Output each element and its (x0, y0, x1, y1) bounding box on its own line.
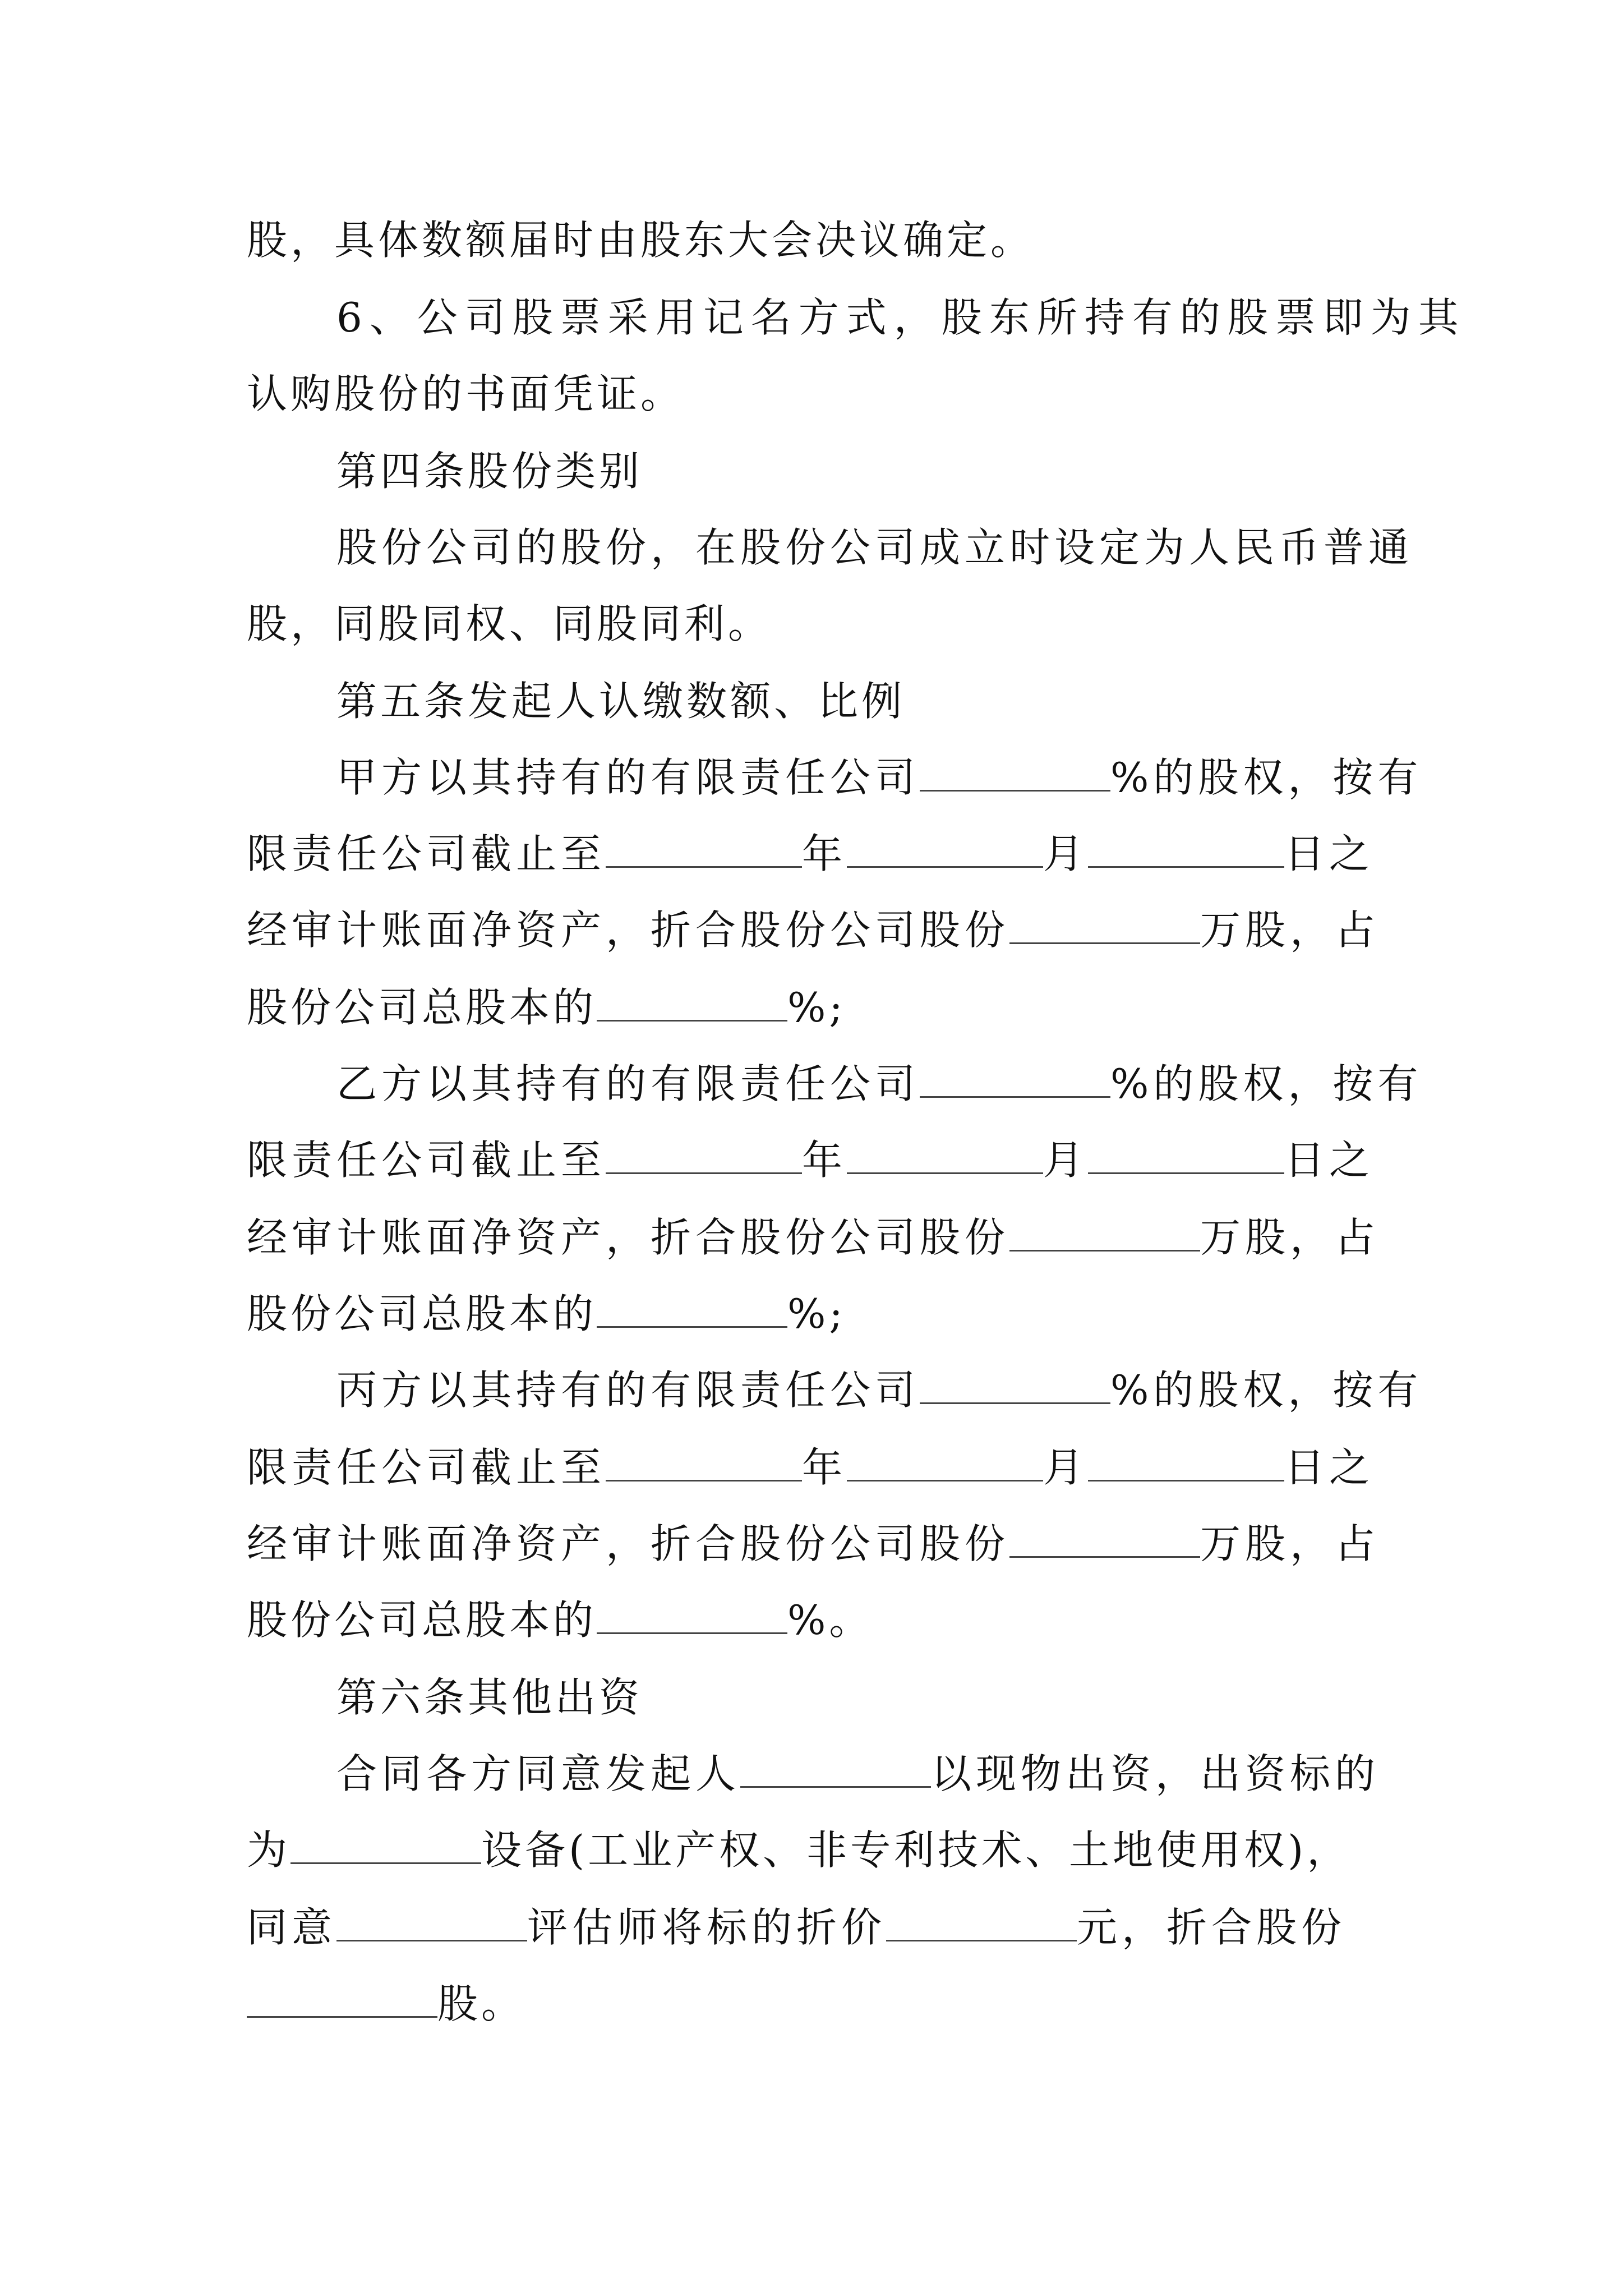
text-line (247, 1899, 1380, 1955)
text-line (247, 902, 1380, 958)
text-segment: 经审计账面净资产，折合股份公司股份 (247, 1214, 1010, 1261)
fill-blank-percent[interactable] (920, 1368, 1110, 1404)
text-segment: %的股权，按有 (1110, 1366, 1423, 1414)
fill-blank-asset[interactable] (291, 1828, 481, 1864)
fill-blank-percent[interactable] (597, 1291, 787, 1328)
text-segment: %的股权，按有 (1110, 754, 1423, 801)
text-segment: 股份公司总股本的 (247, 1596, 597, 1644)
text-segment: 股，同股同权、同股同利。 (247, 600, 772, 647)
text-line (247, 979, 920, 1036)
text-segment: %。 (787, 1596, 873, 1644)
text-segment: 股份公司总股本的 (247, 984, 597, 1031)
text-segment: 丙方以其持有的有限责任公司 (336, 1366, 920, 1414)
text-segment: 日之 (1284, 1137, 1375, 1184)
fill-blank-shares[interactable] (247, 1981, 437, 2018)
fill-blank-month[interactable] (847, 831, 1043, 868)
text-segment: %; (787, 1290, 846, 1337)
text-line (247, 1592, 920, 1648)
text-segment: 万股，占 (1200, 907, 1380, 954)
text-line (247, 212, 1035, 268)
text-segment: 合同各方同意发起人 (336, 1750, 741, 1797)
text-segment: 以现物出资，出资标的 (931, 1750, 1380, 1797)
fill-blank-amount[interactable] (886, 1905, 1077, 1941)
text-segment: 限责任公司截止至 (247, 1444, 606, 1491)
text-segment: 日之 (1284, 1444, 1375, 1491)
text-line (336, 519, 1414, 576)
text-line (247, 826, 1380, 882)
section-heading (336, 443, 841, 499)
text-line (336, 1746, 1380, 1802)
text-segment: %的股权，按有 (1110, 1060, 1423, 1107)
text-segment: 万股，占 (1200, 1214, 1380, 1261)
text-segment: 同意 (247, 1904, 337, 1951)
text-line (247, 596, 864, 652)
fill-blank-shares[interactable] (1009, 1215, 1200, 1251)
fill-blank-day[interactable] (1088, 1138, 1284, 1174)
fill-blank-shares[interactable] (1009, 908, 1200, 944)
text-segment: 元，折合股份 (1077, 1904, 1347, 1951)
text-line (247, 1976, 751, 2032)
fill-blank-percent[interactable] (597, 1598, 787, 1634)
text-segment: 乙方以其持有的有限责任公司 (336, 1060, 920, 1107)
text-segment: 年 (802, 1444, 847, 1491)
text-segment: 甲方以其持有的有限责任公司 (336, 754, 920, 801)
text-line (247, 1209, 1380, 1266)
fill-blank-percent[interactable] (920, 755, 1110, 792)
fill-blank-year[interactable] (606, 831, 802, 868)
text-segment: 限责任公司截止至 (247, 1137, 606, 1184)
text-segment: 万股，占 (1200, 1520, 1380, 1567)
text-segment: 6、公司股票采用记名方式，股东所持有的股票即为其 (336, 294, 1466, 341)
text-segment: 股份公司的股份，在股份公司成立时设定为人民币普通 (336, 524, 1414, 571)
text-segment: 股。 (437, 1980, 525, 2027)
fill-blank-day[interactable] (1088, 831, 1284, 868)
text-segment: 评估师将标的折价 (527, 1904, 887, 1951)
text-line (336, 749, 1423, 806)
text-line (247, 1822, 1380, 1878)
text-segment: 经审计账面净资产，折合股份公司股份 (247, 1520, 1010, 1567)
text-line (247, 1516, 1380, 1572)
text-segment: 股份公司总股本的 (247, 1290, 597, 1337)
text-segment: 年 (802, 830, 847, 877)
text-segment: 经审计账面净资产，折合股份公司股份 (247, 907, 1010, 954)
text-line (247, 366, 751, 422)
text-line (336, 289, 1466, 346)
text-segment: 股，具体数额届时由股东大会决议确定。 (247, 217, 1035, 264)
text-line (336, 1056, 1423, 1112)
fill-blank-month[interactable] (847, 1445, 1043, 1481)
text-segment: 月 (1043, 830, 1089, 877)
fill-blank-percent[interactable] (920, 1061, 1110, 1098)
text-segment: %; (787, 984, 846, 1031)
text-segment: 月 (1043, 1137, 1089, 1184)
text-segment: 第六条其他出资 (336, 1674, 643, 1721)
text-line (336, 1362, 1423, 1418)
text-segment: 限责任公司截止至 (247, 830, 606, 877)
fill-blank-promoter[interactable] (740, 1751, 931, 1788)
text-segment: 第五条发起人认缴数额、比例 (336, 678, 906, 725)
fill-blank-year[interactable] (606, 1445, 802, 1481)
text-segment: 第四条股份类别 (336, 448, 643, 495)
text-line (247, 1132, 1380, 1188)
text-segment: 年 (802, 1137, 847, 1184)
text-segment: 为 (247, 1826, 291, 1874)
fill-blank-month[interactable] (847, 1138, 1043, 1174)
text-line (247, 1439, 1380, 1496)
fill-blank-year[interactable] (606, 1138, 802, 1174)
text-segment: 设备(工业产权、非专利技术、土地使用权)， (481, 1826, 1351, 1874)
fill-blank-day[interactable] (1088, 1445, 1284, 1481)
fill-blank-appraiser[interactable] (336, 1905, 527, 1941)
text-segment: 日之 (1284, 830, 1375, 877)
section-heading (336, 673, 1009, 729)
section-heading (336, 1669, 841, 1726)
text-line (247, 1286, 920, 1342)
fill-blank-percent[interactable] (597, 985, 787, 1022)
text-segment: 月 (1043, 1444, 1089, 1491)
text-segment: 认购股份的书面凭证。 (247, 370, 685, 417)
fill-blank-shares[interactable] (1009, 1521, 1200, 1558)
